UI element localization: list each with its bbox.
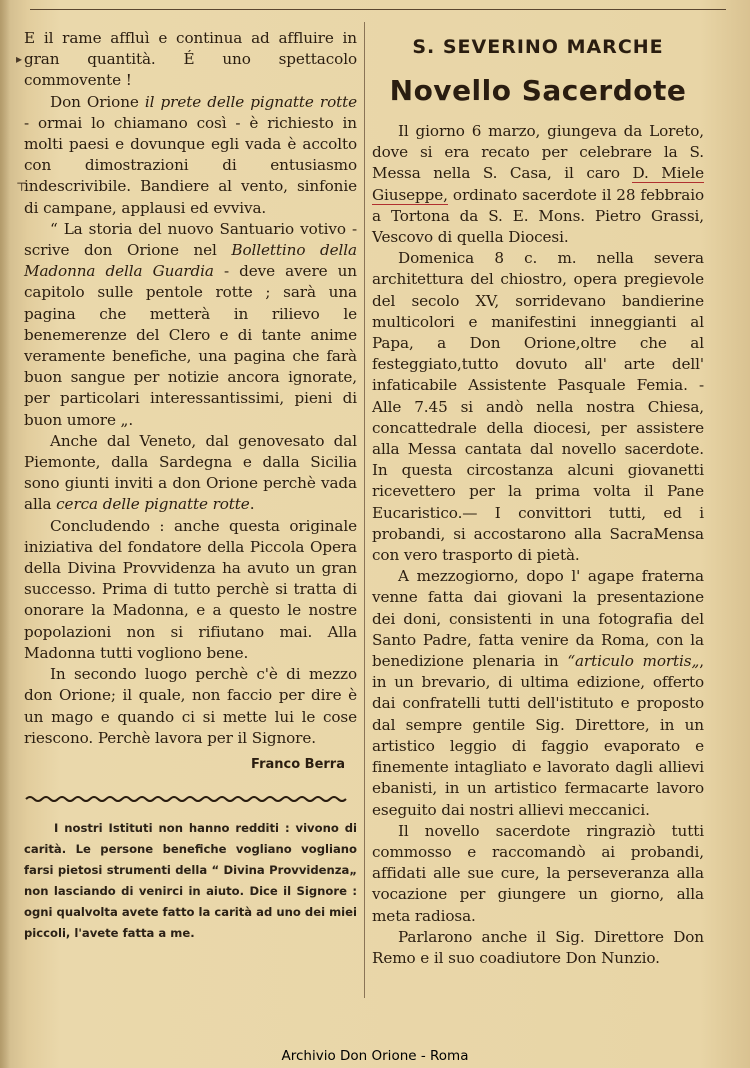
article-paragraph: Parlarono anche il Sig. Direttore Don Remo e il suo coadiutore Don Nunzio.	[372, 927, 704, 967]
article-paragraph: Anche dal Veneto, dal genovesato dal Piemonte, dalla Sardegna e dalla Sicilia sono giunti inviti a don Orione perchè vada alla cerca delle pignatte rotte.	[24, 431, 357, 514]
article-paragraph: Domenica 8 c. m. nella severa architettura del chiostro, opera pregievole del secolo XV, sorridevano bandierine multicolori e manifestini inneggianti al Papa, a Don Orione,oltre che al festeggiato,tutto dovuto all' arte dell' infaticabile Assistente Pasquale Femia. - Alle 7.45 si andò nella nostra Chiesa, concattedrale della diocesi, per assistere alla Messa cantata dal novello sacerdote. In questa circostanza alcuni giovanetti ricevettero per la prima volta il Pane Eucaristico.— I convittori tutti, ed i probandi, si accostarono alla SacraMensa con vero trasporto di pietà.	[372, 249, 704, 565]
article-title: Novello Sacerdote	[389, 74, 687, 107]
column-divider	[364, 22, 365, 998]
article-paragraph: Concludendo : anche questa originale iniziativa del fondatore della Piccola Opera della Divina Provvidenza ha avuto un gran successo. Prima di tutto perchè si tratta di onorare la Madonna, e a questo le nostre popolazioni non si rifiutano mai. Alla Madonna tutti vogliono bene.	[24, 516, 357, 662]
author-signature: Franco Berra	[251, 756, 345, 772]
article-paragraph: Il novello sacerdote ringraziò tutti commosso e raccomandò ai probandi, affidati alle sue cure, la perseveranza alla vocazione per giungere un giorno, alla meta radiosa.	[372, 821, 704, 925]
article-paragraph: “ La storia del nuovo Santuario votivo - scrive don Orione nel Bollettino della Madonna della Guardia - deve avere un capitolo sulle pentole rotte ; sarà una pagina che metterà in rilievo le benemerenze del Clero e di tante anime veramente benefiche, una pagina che farà buon sangue per notizie ancora ignorate, per particolari interessantissimi, pieni di buon umore „.	[24, 219, 357, 429]
decorative-wave-divider	[24, 794, 349, 804]
article-paragraph	[372, 121, 704, 248]
left-column	[24, 28, 357, 944]
right-column	[372, 28, 704, 969]
margin-mark: ⊤	[16, 180, 28, 194]
section-heading: S. SEVERINO MARCHE	[412, 36, 664, 58]
archive-footer: Archivio Don Orione - Roma	[281, 1048, 469, 1064]
margin-mark: ▸	[16, 52, 23, 66]
underlined-name: D. Miele Giuseppe,	[372, 164, 704, 204]
paragraph-text: ordinato sacerdote il 28 febbraio a Tortona da S. E. Mons. Pietro Grassi, Vescovo di quella Diocesi.	[372, 185, 704, 247]
italic-text: “articulo mortis„	[567, 652, 700, 671]
italic-text: cerca delle pignatte rotte	[56, 495, 250, 514]
charity-notice: I nostri Istituti non hanno redditi : vivono di carità. Le persone benefiche vogliano vogliano farsi pietosi strumenti della “ Divina Provvidenza„ non lasciando di venirci in aiuto. Dice il Signore : ogni qualvolta avete fatto la carità ad uno dei miei piccoli, l'avete fatta a me.	[24, 820, 357, 940]
paragraph-text: Il giorno 6 marzo, giungeva da Loreto, dove si era recato per celebrare la S. Messa nella S. Casa, il caro	[372, 122, 704, 183]
article-paragraph: A mezzogiorno, dopo l' agape fraterna venne fatta dai giovani la presentazione dei doni, consistenti in una fotografia del Santo Padre, fatta venire da Roma, con la benedizione plenaria in “articulo mortis„, in un brevario, di ultima edizione, offerto dai confratelli tutti dell'istituto e proposto dal sempre gentile Sig. Direttore, in un artistico leggio di faggio evaporato e finemente intagliato e lavorato dagli allievi ebanisti, in un artistico fermacarte lavoro eseguito dai nostri allievi meccanici.	[372, 567, 704, 819]
article-paragraph: In secondo luogo perchè c'è di mezzo don Orione; il quale, non faccio per dire è un mago e quando ci si mette lui le cose riescono. Perchè lavora per il Signore.	[24, 665, 357, 747]
top-rule	[30, 9, 726, 10]
italic-text: Bollettino della Madonna della Guardia	[24, 241, 357, 281]
italic-text: il prete delle pignatte rotte	[144, 92, 358, 111]
article-paragraph: Don Orione il prete delle pignatte rotte - ormai lo chiamano così - è richiesto in molti paesi e dovunque egli vada è accolto con dimostrazioni di entusiasmo indescrivibile. Bandiere al vento, sinfonie di campane, applausi ed evviva.	[24, 92, 358, 217]
article-paragraph: E il rame affluì e continua ad affluire in gran quantità. É uno spettacolo commovente !	[24, 29, 357, 90]
page-binding-edge	[0, 0, 10, 1068]
